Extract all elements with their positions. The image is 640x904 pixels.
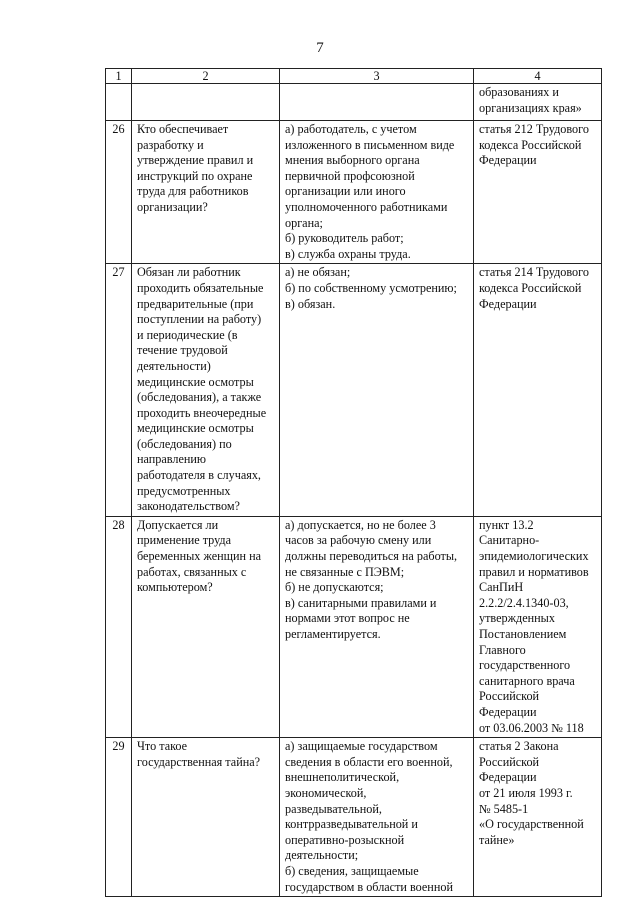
column-header-2: 2 xyxy=(132,69,280,84)
answers-cell: а) работодатель, с учетом изложенного в письменном виде мнения выборного органа первичной профсоюзной организации или иного уполномоченного работниками органа; б) руководитель работ; в) служба охраны труда. xyxy=(280,121,474,264)
source-cell: статья 212 Трудового кодекса Российской Федерации xyxy=(474,121,602,264)
page-number: 7 xyxy=(316,40,324,56)
continuation-number-cell xyxy=(106,84,132,121)
continuation-answers-cell xyxy=(280,84,474,121)
column-header-1: 1 xyxy=(106,69,132,84)
continuation-source-cell: образованиях и организациях края» xyxy=(474,84,602,121)
answers-cell: а) допускается, но не более 3 часов за рабочую смену или должны переводиться на работы, не связанные с ПЭВМ; б) не допускаются; в) санитарными правилами и нормами этот вопрос не регламентируется. xyxy=(280,516,474,737)
question-cell: Обязан ли работник проходить обязательные предварительные (при поступлении на работу) и периодические (в течение трудовой деятельности) медицинские осмотры (обследования), а также проходить внеочередные медицинские осмотры (обследования) по направлению работодателя в случаях, предусмотренных законодательством? xyxy=(132,264,280,517)
table-row xyxy=(106,264,602,517)
source-cell: статья 214 Трудового кодекса Российской Федерации xyxy=(474,264,602,517)
column-header-4: 4 xyxy=(474,69,602,84)
question-cell: Допускается ли применение труда беременных женщин на работах, связанных с компьютером? xyxy=(132,516,280,737)
source-cell: статья 2 Закона Российской Федерации от 21 июля 1993 г. № 5485-1 «О государственной тайне» xyxy=(474,738,602,897)
source-cell: пункт 13.2 Санитарно- эпидемиологических правил и нормативов СанПиН 2.2.2/2.4.1340-03, утвержденных Постановлением Главного государственного санитарного врача Российской Федерации от 03.06.2003 № 118 xyxy=(474,516,602,737)
row-number: 28 xyxy=(106,516,132,737)
row-number: 27 xyxy=(106,264,132,517)
table-row xyxy=(106,738,602,897)
row-number: 26 xyxy=(106,121,132,264)
table-header-row xyxy=(106,69,602,84)
question-cell: Что такое государственная тайна? xyxy=(132,738,280,897)
answers-cell: а) защищаемые государством сведения в области его военной, внешнеполитической, экономической, разведывательной, контрразведывательной и оперативно-розыскной деятельности; б) сведения, защищаемые государством в области военной xyxy=(280,738,474,897)
row-number: 29 xyxy=(106,738,132,897)
question-cell: Кто обеспечивает разработку и утверждение правил и инструкций по охране труда для работников организации? xyxy=(132,121,280,264)
continuation-question-cell xyxy=(132,84,280,121)
questions-table xyxy=(105,68,602,897)
column-header-3: 3 xyxy=(280,69,474,84)
answers-cell: а) не обязан; б) по собственному усмотрению; в) обязан. xyxy=(280,264,474,517)
continuation-row xyxy=(106,84,602,121)
table-row xyxy=(106,516,602,737)
table-row xyxy=(106,121,602,264)
